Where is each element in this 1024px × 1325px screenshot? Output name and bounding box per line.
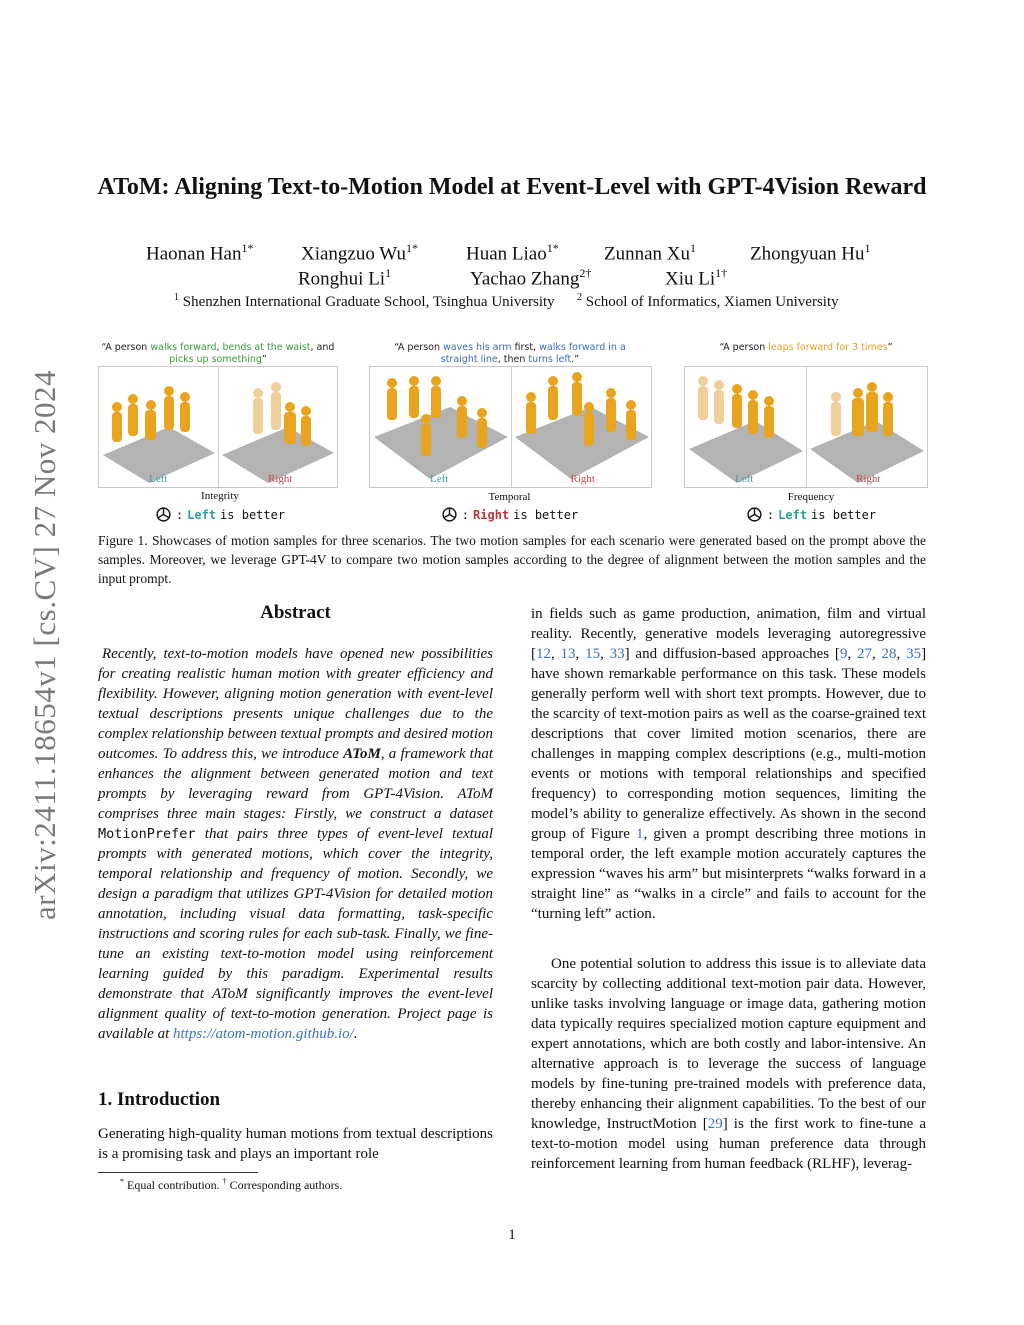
- figure-prompt: [394, 342, 626, 366]
- motion-panel-frequency: [684, 366, 928, 488]
- abstract-heading: Abstract: [260, 602, 331, 623]
- motion-panel-temporal: [369, 366, 652, 488]
- author: Haonan Han$^{1*}$: [146, 241, 254, 265]
- openai-logo-icon: [155, 506, 172, 523]
- citation-link[interactable]: 13: [560, 646, 576, 662]
- motion-panel-integrity: [98, 366, 338, 488]
- prompt-segment: , then: [497, 354, 529, 365]
- paper-title: AToM: Aligning Text-to-Motion Model at Event-Level with GPT-4Vision Reward: [97, 174, 927, 200]
- prompt-segment: waves his arm: [443, 342, 512, 353]
- prompt-segment: picks up something: [169, 354, 262, 365]
- prompt-segment: leaps forward for 3 times: [768, 342, 888, 353]
- author: Xiangzuo $Wu^{1*}$: [301, 241, 418, 265]
- author: Ronghui Li$^1$: [298, 266, 392, 290]
- arxiv-side-label: arXiv:2411.18654v1 [cs.CV] 27 Nov 2024: [27, 370, 62, 920]
- motion-sample-right: [511, 367, 652, 487]
- footnote-rule: [98, 1172, 258, 1173]
- motion-sample-right: [218, 367, 337, 487]
- right-label: Right: [856, 473, 881, 485]
- citation-link[interactable]: 15: [585, 646, 601, 662]
- motion-figures-icon: [511, 367, 651, 485]
- author: Xiu $Li^{1\dagger}$: [665, 266, 728, 290]
- motion-figures-icon: [685, 367, 805, 485]
- footnote: * Equal contribution. † Corresponding authors.: [120, 1177, 343, 1192]
- scenario-label: Temporal: [488, 491, 531, 503]
- motion-sample-left: [99, 367, 219, 487]
- page-number: 1: [508, 1227, 516, 1243]
- citation-link[interactable]: 28: [881, 646, 897, 662]
- citation-link[interactable]: 33: [609, 646, 625, 662]
- figure-prompt: [686, 342, 926, 354]
- author: Yachao Zhang$^{2\dagger}$: [470, 266, 592, 290]
- motion-figures-icon: [99, 367, 217, 485]
- openai-logo-icon: [441, 506, 458, 523]
- author: Zhongyuan Hu$^1$: [750, 241, 871, 265]
- citation-link[interactable]: 27: [856, 646, 872, 662]
- citation-link[interactable]: 12: [536, 646, 551, 662]
- right-label: Right: [570, 473, 595, 485]
- left-label: Left: [735, 473, 754, 485]
- left-label: Left: [149, 473, 168, 485]
- prompt-segment: “A person: [719, 342, 769, 353]
- prompt-segment: walks forward in a straight line: [440, 342, 626, 365]
- prompt-segment: ,: [216, 342, 223, 353]
- motion-figures-icon: [806, 367, 926, 485]
- right-label: Right: [268, 473, 293, 485]
- motion-figures-icon: [370, 367, 510, 485]
- openai-logo-icon: [746, 506, 763, 523]
- figure-ref-link[interactable]: 1: [636, 826, 644, 842]
- gpt-verdict: : Left is better: [690, 506, 932, 523]
- abstract-text: Recently, text-to-motion models have opened new possibilities for creating realistic human motion with greater efficiency and flexibility. However, aligning motion generation with event-level textual descriptions presents unique challenges due to the complex relationship between textual prompts and desired motion outcomes. To address this, we introduce AToM, a framework that enhances the alignment between generated motion and text prompts by leveraging reward from GPT-4Vision. AToM comprises three main stages: Firstly, we construct a dataset MotionPrefer that pairs three types of event-level textual prompts with generated motions, which cover the integrity, temporal relationship and frequency of motion. Secondly, we design a paradigm that utilizes GPT-4Vision for detailed motion annotation, including visual data formatting, task-specific instructions and scoring rules for each sub-task. Finally, we fine-tune an existing text-to-motion model using reinforcement learning guided by this paradigm. Experimental results demonstrate that AToM significantly improves the event-level alignment quality of text-to-motion generation. Project page is available at https://atom-motion.github.io/.: [98, 646, 493, 1042]
- figure-prompt: [100, 342, 336, 366]
- prompt-segment: ”: [261, 354, 267, 365]
- prompt-segment: “A person: [394, 342, 444, 353]
- affiliation: $^1$ Shenzhen International Graduate School, Tsinghua University: [174, 292, 555, 310]
- affiliation: $^2$ School of Informatics, Xiamen University: [577, 292, 839, 310]
- motion-sample-left: [685, 367, 807, 487]
- motion-sample-left: [370, 367, 512, 487]
- scenario-label: Integrity: [201, 490, 239, 502]
- prompt-segment: turns left: [528, 354, 572, 365]
- gpt-verdict: : Right is better: [369, 506, 650, 523]
- introduction-text: Generating high-quality human motions from textual descriptions is a promising task and plays an important role: [98, 1126, 493, 1162]
- motion-sample-right: [806, 367, 927, 487]
- introduction-heading: 1. Introduction: [98, 1089, 221, 1110]
- prompt-segment: , and: [310, 342, 335, 353]
- prompt-segment: “A person: [101, 342, 151, 353]
- figure-caption: Figure 1. Showcases of motion samples for three scenarios. The two motion samples for each scenario were generated based on the prompt above the samples. Moreover, we leverage GPT-4V to compare two motion samples according to the degree of alignment between the motion samples and the input prompt.: [98, 533, 926, 586]
- left-label: Left: [430, 473, 449, 485]
- motion-figures-icon: [218, 367, 336, 485]
- author: Huan Liao$^{1*}$: [466, 241, 559, 265]
- gpt-verdict: : Left is better: [98, 506, 342, 523]
- citation-link[interactable]: 9: [839, 646, 848, 662]
- prompt-segment: bends at the waist: [222, 342, 311, 353]
- citation-link[interactable]: 35: [906, 646, 922, 662]
- prompt-segment: .”: [571, 354, 580, 365]
- right-column-paragraph: in fields such as game production, animation, film and virtual reality. Recently, generative models leveraging autoregressive [12, 13, 15, 33] and diffusion-based approaches [9, 27, 28, 35] have shown remarkable performance on this task. These models generally perform well with short text prompts. However, due to the scarcity of text-motion pairs as well as the coarse-grained text descriptions that cover limited motion scenarios, there are challenges in mapping complex descriptions (e.g., multi-motion events or motions with temporal relationships and specified frequency) to corresponding motion sequences, limiting the model’s ability to generalize effectively. As shown in the second group of Figure 1, given a prompt describing three motions in temporal order, the left example motion accurately captures the expression “waves his arm” but misinterprets “walks forward in a straight line” as “walks in a circle” and fails to account for the “turning left” action.: [531, 606, 927, 922]
- prompt-segment: first,: [511, 342, 540, 353]
- author: Zunnan Xu$^1$: [604, 241, 697, 265]
- prompt-segment: walks forward: [150, 342, 217, 353]
- prompt-segment: ”: [887, 342, 893, 353]
- citation-link[interactable]: 29: [707, 1116, 723, 1132]
- project-page-link[interactable]: https://atom-motion.github.io/: [173, 1026, 354, 1042]
- scenario-label: Frequency: [787, 491, 835, 503]
- right-column-paragraph: One potential solution to address this issue is to alleviate data scarcity by collecting additional text-motion pair data. However, unlike tasks involving language or image data, gathering motion data typically requires specialized motion capture equipment and expert annotations, which are both costly and labor-intensive. An alternative approach is to leverage the success of language models by fine-tuning pre-trained models with preference data, thereby enhancing their alignment capabilities. To the best of our knowledge, InstructMotion [29] is the first work to fine-tune a text-to-motion model using human preference data through reinforcement learning from human feedback (RLHF), leverag-: [531, 956, 926, 1172]
